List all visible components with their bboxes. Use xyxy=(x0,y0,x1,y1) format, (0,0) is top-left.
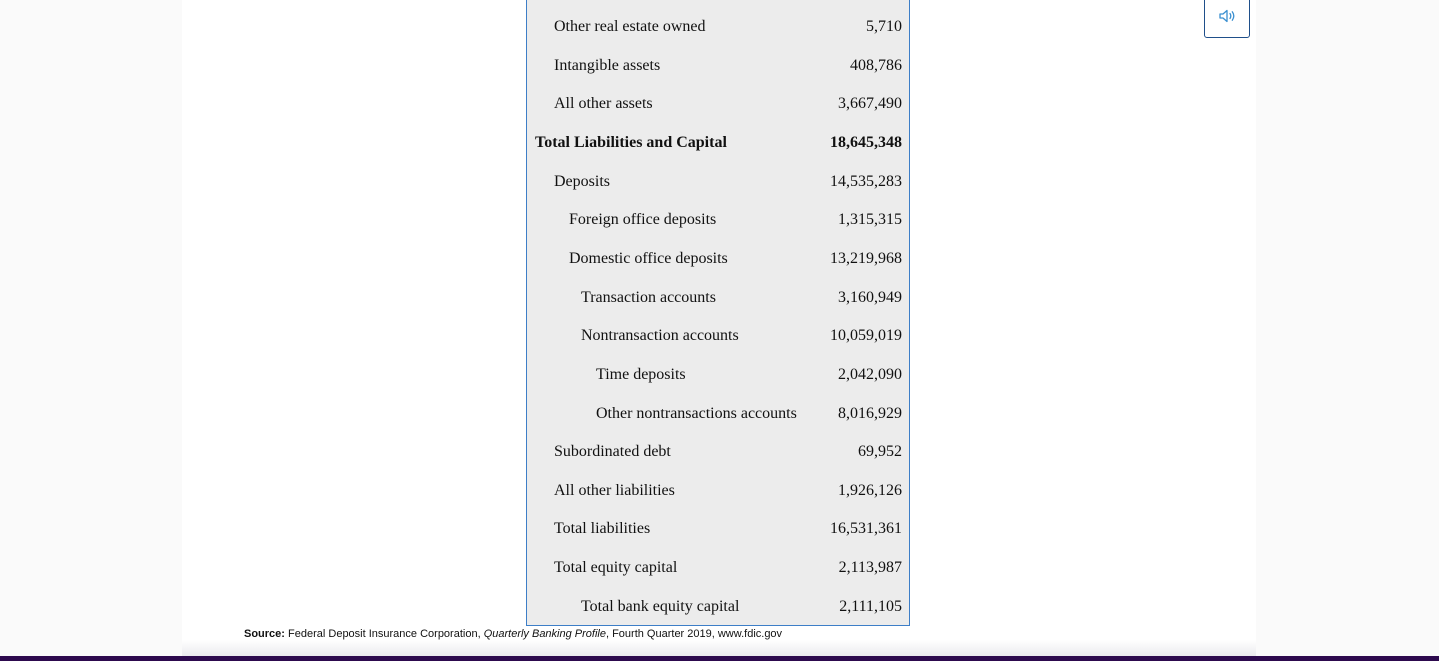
source-publication: Quarterly Banking Profile xyxy=(483,628,606,640)
table-row xyxy=(527,395,909,433)
row-value: 18,645,348 xyxy=(830,133,902,151)
row-label: Foreign office deposits xyxy=(569,211,717,229)
row-value: 16,531,361 xyxy=(830,520,902,538)
source-note xyxy=(244,628,782,640)
table-row xyxy=(527,47,909,85)
row-label: Subordinated debt xyxy=(554,443,671,461)
row-value: 3,667,490 xyxy=(838,95,902,113)
speaker-icon xyxy=(1219,9,1237,23)
row-value: 69,952 xyxy=(858,443,902,461)
table-row xyxy=(527,8,909,46)
row-label: Domestic office deposits xyxy=(569,249,728,267)
row-label: Other nontransactions accounts xyxy=(596,404,797,422)
row-label: Total Liabilities and Capital xyxy=(535,133,727,151)
table-row xyxy=(527,201,909,239)
table-row xyxy=(527,163,909,201)
table-row xyxy=(527,279,909,317)
table-row xyxy=(527,549,909,587)
row-label: Time deposits xyxy=(596,365,686,383)
source-text-before: Federal Deposit Insurance Corporation, xyxy=(284,628,484,640)
table-row xyxy=(527,124,909,162)
row-value: 8,016,929 xyxy=(838,404,902,422)
source-prefix: Source: xyxy=(244,628,285,640)
row-value: 2,113,987 xyxy=(838,559,902,577)
row-value: 2,042,090 xyxy=(838,365,902,383)
page-bottom-shadow xyxy=(182,640,1256,656)
row-label: All other liabilities xyxy=(554,481,675,499)
table-row xyxy=(527,588,909,626)
row-value: 2,111,105 xyxy=(839,597,902,615)
row-label: Deposits xyxy=(554,172,610,190)
row-value: 408,786 xyxy=(850,56,902,74)
table-row xyxy=(527,472,909,510)
row-label: All other assets xyxy=(554,95,653,113)
row-value: 5,710 xyxy=(866,18,902,35)
row-value: 10,059,019 xyxy=(830,327,902,345)
audio-button[interactable] xyxy=(1204,0,1250,38)
row-label: Nontransaction accounts xyxy=(581,327,739,345)
row-label: Intangible assets xyxy=(554,56,661,74)
row-label: Total equity capital xyxy=(554,559,678,577)
row-value: 13,219,968 xyxy=(830,249,902,267)
row-value: 1,315,315 xyxy=(838,211,902,229)
row-label: Total bank equity capital xyxy=(581,597,740,615)
table-row xyxy=(527,510,909,548)
balance-sheet-table xyxy=(526,0,910,626)
table-row xyxy=(527,240,909,278)
row-label: Other real estate owned xyxy=(554,18,706,35)
source-text-after: , Fourth Quarter 2019, www.fdic.gov xyxy=(605,628,783,640)
table-row xyxy=(527,317,909,355)
row-value: 1,926,126 xyxy=(838,481,902,499)
row-value: 14,535,283 xyxy=(830,172,902,190)
row-value: 3,160,949 xyxy=(838,288,902,306)
row-label: Transaction accounts xyxy=(581,288,716,306)
table-row xyxy=(527,85,909,123)
bottom-bar xyxy=(0,656,1439,661)
row-label: Total liabilities xyxy=(554,520,651,538)
table-row xyxy=(527,356,909,394)
table-row xyxy=(527,433,909,471)
